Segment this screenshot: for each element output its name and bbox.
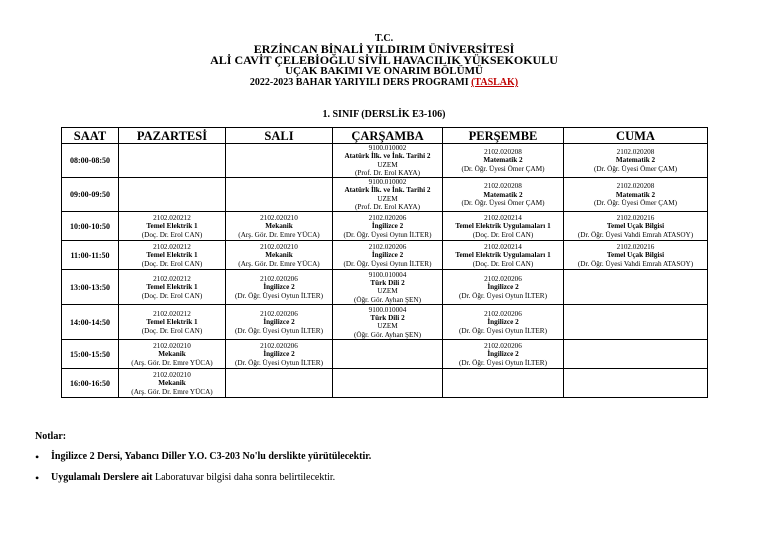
course-name: Matematik 2: [483, 156, 523, 165]
schedule-cell: [119, 178, 226, 212]
course-code: 9100.010004: [368, 305, 407, 314]
program-title-text: 2022-2023 BAHAR YARIYILI DERS PROGRAMI: [249, 77, 472, 88]
course-name: Temel Elektrik 1: [146, 222, 198, 231]
schedule-cell: [226, 305, 333, 340]
instructor-name: (Dr. Öğr. Üyesi Oytun İLTER): [343, 259, 432, 268]
schedule-cell: [226, 144, 333, 178]
time-slot: 10:00-10:50: [62, 212, 119, 241]
course-code: 2102.020206: [368, 213, 407, 222]
course-name: İngilizce 2: [263, 318, 295, 327]
instructor-name: (Dr. Öğr. Üyesi Vahdi Emrah ATASOY): [577, 259, 694, 268]
course-code: 2102.020216: [616, 213, 655, 222]
table-row: [62, 241, 708, 270]
time-slot: 14:00-14:50: [62, 305, 119, 340]
course-code: 2102.020212: [153, 309, 191, 318]
column-header: SALI: [226, 128, 333, 144]
schedule-cell: [333, 369, 443, 398]
time-slot: 08:00-08:50: [62, 144, 119, 178]
schedule-cell: [564, 369, 708, 398]
course-code: 2102.020210: [260, 213, 298, 222]
course-code: 2102.020206: [260, 341, 298, 350]
table-row: [62, 270, 708, 305]
column-header: PAZARTESİ: [119, 128, 226, 144]
course-mode: UZEM: [377, 160, 398, 169]
schedule-cell: [443, 305, 564, 340]
course-name: Mekanik: [158, 379, 186, 388]
table-row: [62, 369, 708, 398]
course-code: 2102.020212: [153, 242, 191, 251]
instructor-name: (Dr. Öğr. Üyesi Oytun İLTER): [459, 291, 547, 300]
course-name: Atatürk İlk. ve İnk. Tarihi 2: [344, 186, 431, 195]
table-row: [62, 305, 708, 340]
schedule-cell: [333, 144, 443, 178]
schedule-cell: [119, 270, 226, 305]
instructor-name: (Dr. Öğr. Üyesi Oytun İLTER): [343, 230, 432, 239]
course-name: İngilizce 2: [371, 251, 404, 260]
schedule-cell: [226, 270, 333, 305]
course-name: İngilizce 2: [263, 350, 295, 359]
course-code: 9100.010002: [368, 144, 407, 152]
class-line: 1. SINIF (DERSLİK E3-106): [322, 109, 446, 120]
course-name: Temel Elektrik 1: [146, 318, 198, 327]
schedule-cell: [443, 270, 564, 305]
instructor-name: (Prof. Dr. Erol KAYA): [354, 168, 420, 177]
instructor-name: (Dr. Öğr. Üyesi Vahdi Emrah ATASOY): [577, 230, 694, 239]
instructor-name: (Dr. Öğr. Üyesi Ömer ÇAM): [593, 164, 678, 173]
course-code: 2102.020214: [484, 242, 522, 251]
schedule-cell: [564, 305, 708, 340]
course-code: 2102.020208: [616, 148, 655, 157]
instructor-name: (Arş. Gör. Dr. Emre YÜCA): [131, 358, 213, 367]
table-row: [62, 340, 708, 369]
course-code: 2102.020208: [616, 182, 655, 191]
instructor-name: (Dr. Öğr. Üyesi Oytun İLTER): [459, 326, 547, 335]
time-slot: 13:00-13:50: [62, 270, 119, 305]
course-name: Temel Uçak Bilgisi: [606, 222, 665, 231]
schedule-cell: [119, 305, 226, 340]
course-code: 2102.020214: [484, 213, 522, 222]
header-tc: T.C.: [374, 33, 394, 44]
course-name: Mekanik: [265, 222, 293, 231]
course-name: Mekanik: [265, 251, 293, 260]
course-name: Türk Dili 2: [370, 279, 405, 288]
note-item: [35, 472, 371, 484]
course-code: 2102.020212: [153, 213, 191, 222]
table-header-row: [62, 128, 708, 144]
draft-label: (TASLAK): [471, 77, 519, 88]
instructor-name: (Öğr. Gör. Ayhan ŞEN): [353, 330, 421, 339]
instructor-name: (Doç. Dr. Erol CAN): [141, 230, 203, 239]
course-name: İngilizce 2: [487, 318, 519, 327]
schedule-cell: [564, 178, 708, 212]
schedule-cell: [119, 144, 226, 178]
course-name: İngilizce 2: [263, 283, 295, 292]
schedule-cell: [226, 212, 333, 241]
course-mode: UZEM: [377, 322, 398, 331]
schedule-cell: [333, 270, 443, 305]
instructor-name: (Doç. Dr. Erol CAN): [141, 326, 203, 335]
schedule-cell: [226, 241, 333, 270]
table-row: [62, 144, 708, 178]
note-normal: C3-203: [209, 451, 240, 462]
course-code: 2102.020206: [484, 309, 522, 318]
course-name: Temel Elektrik Uygulamaları 1: [455, 251, 551, 260]
course-code: 9100.010002: [368, 178, 407, 187]
course-name: İngilizce 2: [371, 222, 404, 231]
course-name: Temel Elektrik Uygulamaları 1: [455, 222, 551, 231]
instructor-name: (Dr. Öğr. Üyesi Oytun İLTER): [235, 326, 323, 335]
schedule-cell: [119, 369, 226, 398]
course-name: Matematik 2: [483, 190, 523, 199]
table-body: [62, 144, 708, 398]
schedule-cell: [564, 270, 708, 305]
schedule-cell: [333, 241, 443, 270]
schedule-cell: [443, 340, 564, 369]
column-header: SAAT: [62, 128, 119, 144]
schedule-cell: [119, 241, 226, 270]
course-name: Atatürk İlk. ve İnk. Tarihi 2: [344, 152, 431, 161]
school-name: ALİ CAVİT ÇELEBİOĞLU SİVİL HAVACILIK YÜKSEKOKULU: [210, 53, 558, 67]
schedule-table: [61, 127, 708, 398]
schedule-cell: [226, 369, 333, 398]
program-title: [0, 77, 768, 88]
instructor-name: (Öğr. Gör. Ayhan ŞEN): [353, 295, 421, 304]
course-code: 2102.020206: [484, 274, 522, 283]
course-name: Temel Elektrik 1: [146, 251, 198, 260]
instructor-name: (Arş. Gör. Dr. Emre YÜCA): [131, 387, 213, 396]
instructor-name: (Dr. Öğr. Üyesi Oytun İLTER): [235, 358, 323, 367]
instructor-name: (Doç. Dr. Erol CAN): [472, 230, 534, 239]
schedule-cell: [226, 178, 333, 212]
schedule-cell: [564, 212, 708, 241]
instructor-name: (Dr. Öğr. Üyesi Ömer ÇAM): [461, 164, 545, 173]
schedule-cell: [564, 144, 708, 178]
notes-section: [35, 431, 371, 484]
note-bold: İngilizce 2 Dersi, Yabancı Diller Y.O.: [51, 451, 210, 462]
course-name: Türk Dili 2: [370, 314, 405, 323]
schedule-cell: [443, 178, 564, 212]
instructor-name: (Prof. Dr. Erol KAYA): [354, 203, 420, 212]
course-code: 2102.020208: [484, 148, 522, 157]
note-normal: Laboratuvar bilgisi daha sonra belirtilecektir.: [152, 472, 336, 483]
table-row: [62, 178, 708, 212]
notes-list: [35, 451, 371, 484]
course-code: 9100.010004: [368, 270, 407, 279]
course-name: Matematik 2: [615, 156, 656, 165]
course-code: 2102.020206: [368, 242, 407, 251]
department-name: UÇAK BAKIMI VE ONARIM BÖLÜMÜ: [285, 65, 483, 77]
schedule-cell: [333, 212, 443, 241]
column-header: PERŞEMBE: [443, 128, 564, 144]
instructor-name: (Doç. Dr. Erol CAN): [472, 259, 534, 268]
schedule-cell: [443, 369, 564, 398]
schedule-cell: [119, 212, 226, 241]
table-row: [62, 212, 708, 241]
course-mode: UZEM: [377, 194, 398, 203]
notes-title: Notlar:: [35, 431, 67, 442]
note-bold-end: No'lu derslikte yürütülecektir.: [239, 451, 372, 462]
schedule-cell: [333, 305, 443, 340]
note-item: [35, 451, 371, 463]
bullet-icon: •: [35, 450, 40, 464]
schedule-cell: [333, 340, 443, 369]
university-name: ERZİNCAN BİNALİ YILDIRIM ÜNİVERSİTESİ: [253, 42, 515, 56]
course-code: 2102.020206: [260, 274, 298, 283]
course-code: 2102.020206: [260, 309, 298, 318]
schedule-cell: [443, 241, 564, 270]
instructor-name: (Dr. Öğr. Üyesi Oytun İLTER): [235, 291, 323, 300]
course-name: Mekanik: [158, 350, 186, 359]
schedule-cell: [443, 144, 564, 178]
time-slot: 11:00-11:50: [62, 241, 119, 270]
instructor-name: (Dr. Öğr. Üyesi Ömer ÇAM): [461, 198, 545, 207]
instructor-name: (Doç. Dr. Erol CAN): [141, 259, 203, 268]
course-code: 2102.020206: [484, 341, 522, 350]
schedule-cell: [226, 340, 333, 369]
course-code: 2102.020210: [153, 370, 191, 379]
course-code: 2102.020210: [153, 341, 191, 350]
course-name: İngilizce 2: [487, 283, 519, 292]
course-name: Temel Elektrik 1: [146, 283, 198, 292]
schedule-cell: [333, 178, 443, 212]
instructor-name: (Doç. Dr. Erol CAN): [141, 291, 203, 300]
column-header: CUMA: [564, 128, 708, 144]
instructor-name: (Arş. Gör. Dr. Emre YÜCA): [238, 230, 320, 239]
schedule-cell: [119, 340, 226, 369]
time-slot: 09:00-09:50: [62, 178, 119, 212]
course-code: 2102.020210: [260, 242, 298, 251]
instructor-name: (Arş. Gör. Dr. Emre YÜCA): [238, 259, 320, 268]
course-name: Matematik 2: [615, 190, 656, 199]
instructor-name: (Dr. Öğr. Üyesi Ömer ÇAM): [593, 198, 678, 207]
schedule-cell: [564, 241, 708, 270]
schedule-cell: [564, 340, 708, 369]
note-bold: Uygulamalı Derslere ait: [51, 472, 153, 483]
time-slot: 16:00-16:50: [62, 369, 119, 398]
document-header: [0, 33, 768, 88]
course-mode: UZEM: [377, 287, 398, 296]
time-slot: 15:00-15:50: [62, 340, 119, 369]
column-header: ÇARŞAMBA: [333, 128, 443, 144]
course-code: 2102.020208: [484, 182, 522, 191]
course-code: 2102.020212: [153, 274, 191, 283]
bullet-icon: •: [35, 471, 40, 485]
instructor-name: (Dr. Öğr. Üyesi Oytun İLTER): [459, 358, 547, 367]
course-code: 2102.020216: [616, 242, 655, 251]
course-name: Temel Uçak Bilgisi: [606, 251, 665, 260]
course-name: İngilizce 2: [487, 350, 519, 359]
schedule-cell: [443, 212, 564, 241]
